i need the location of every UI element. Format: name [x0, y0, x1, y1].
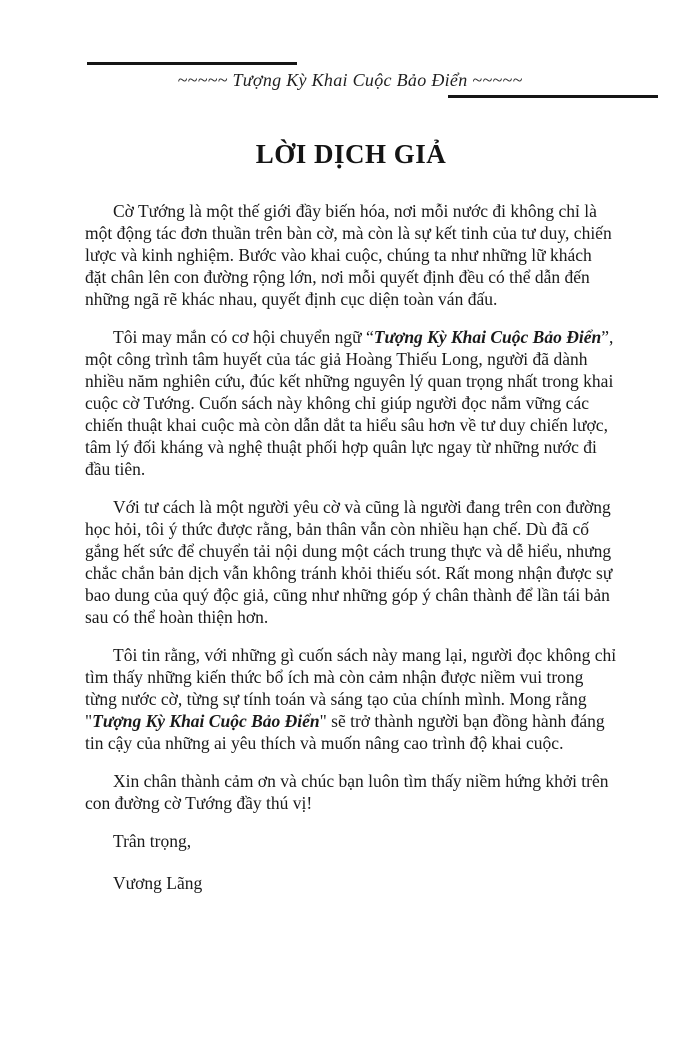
- paragraph-hopes: [85, 644, 617, 754]
- header-rule-right: [448, 95, 658, 98]
- paragraph-humility: [85, 496, 617, 628]
- book-title-emphasis: Tượng Kỳ Khai Cuộc Bảo Điển: [92, 711, 320, 731]
- text-run: Xin chân thành cảm ơn và chúc bạn luôn tìm thấy niềm hứng khởi trên con đường cờ Tướng đầy thú vị!: [85, 771, 609, 813]
- text-run: Tôi may mắn có cơ hội chuyển ngữ “: [113, 327, 374, 347]
- page-title: LỜI DỊCH GIẢ: [255, 139, 447, 169]
- header-rule-left: [87, 62, 297, 65]
- paragraph-intro: [85, 200, 617, 310]
- text-run: Với tư cách là một người yêu cờ và cũng là người đang trên con đường học hỏi, tôi ý thức được rằng, bản thân vẫn còn nhiều hạn chế. Dù đã cố gắng hết sức để chuyển tải nội dung một cách trung thực và dễ hiểu, nhưng chắc chắn bản dịch vẫn không tránh khỏi thiếu sót. Rất mong nhận được sự bao dung của quý độc giả, cũng như những góp ý chân thành để lần tái bản sau có thể hoàn thiện hơn.: [85, 497, 613, 627]
- paragraph-translation-opportunity: [85, 326, 617, 480]
- running-title: ~~~~~ Tượng Kỳ Khai Cuộc Bảo Điển ~~~~~: [177, 70, 523, 90]
- paragraph-thanks: [85, 770, 617, 814]
- text-run: " sẽ trở thành người bạn đồng hành đáng tin cậy của những ai yêu thích và muốn nâng cao trình độ khai cuộc.: [85, 711, 605, 753]
- book-title-emphasis: Tượng Kỳ Khai Cuộc Bảo Điển: [373, 327, 602, 347]
- text-run: Tôi tin rằng, với những gì cuốn sách này mang lại, người đọc không chỉ tìm thấy những kiến thức bổ ích mà còn cảm nhận được niềm vui trong từng nước cờ, từng sự tính toán và sáng tạo của chính mình. Mong rằng ": [85, 645, 617, 731]
- signature-name: Vương Lãng: [113, 873, 203, 893]
- text-run: ”, một công trình tâm huyết của tác giả Hoàng Thiếu Long, người đã dành nhiều năm nghiên cứu, đúc kết những nguyên lý quan trọng nhất trong khai cuộc cờ Tướng. Cuốn sách này không chỉ giúp người đọc nắm vững các chiến thuật khai cuộc mà còn dẫn dắt ta hiểu sâu hơn về tư duy chiến lược, tâm lý đối kháng và nghệ thuật phối hợp quân lực ngay từ những nước đi đầu tiên.: [85, 327, 614, 479]
- text-run: Cờ Tướng là một thế giới đầy biến hóa, nơi mỗi nước đi không chỉ là một động tác đơn thuần trên bàn cờ, mà còn là sự kết tinh của tư duy, chiến lược và kinh nghiệm. Bước vào khai cuộc, chúng ta như những lữ khách đặt chân lên con đường rộng lớn, nơi mỗi quyết định đều có thể dẫn đến những ngã rẽ khác nhau, quyết định cục diện toàn ván đấu.: [85, 201, 612, 309]
- page-content: [85, 138, 617, 914]
- signature-closing: Trân trọng,: [113, 831, 192, 851]
